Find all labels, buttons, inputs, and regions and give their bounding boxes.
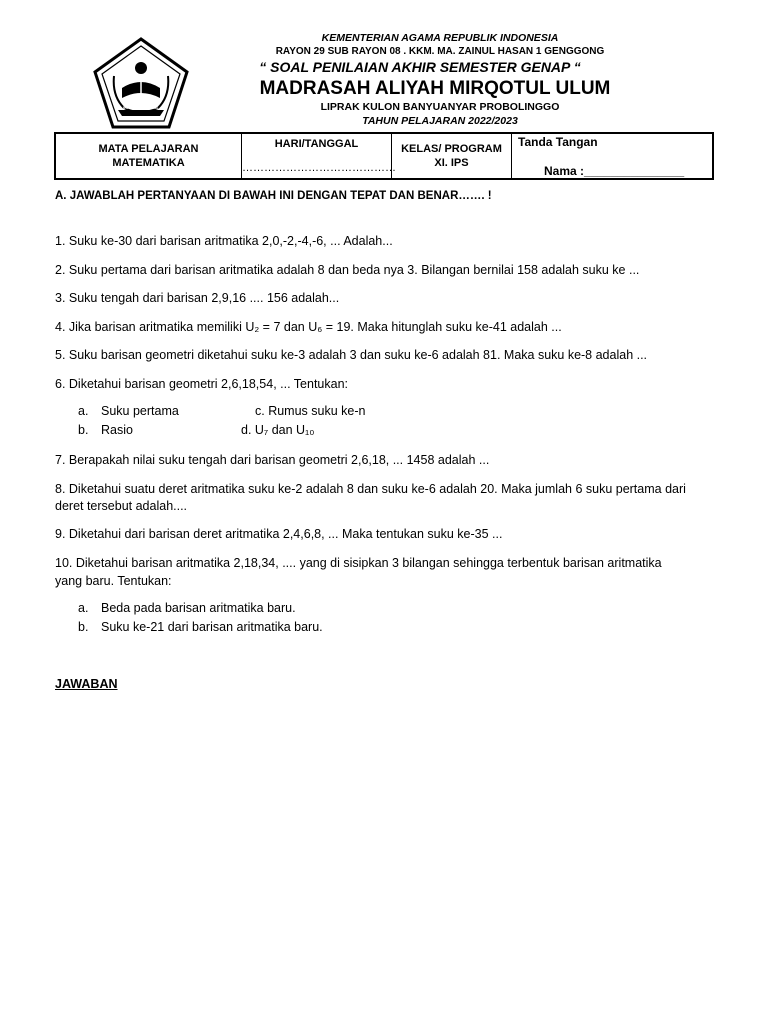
- class-value: XI. IPS: [434, 157, 469, 169]
- date-value: ……………………………………: [242, 162, 396, 174]
- subject-value: MATEMATIKA: [112, 157, 185, 169]
- q10-option-a: Beda pada barisan aritmatika baru.: [101, 601, 296, 615]
- school-logo: [92, 36, 190, 130]
- section-instruction: A. JAWABLAH PERTANYAAN DI BAWAH INI DENGAN TEPAT DAN BENAR……. !: [55, 190, 492, 202]
- academic-year: TAHUN PELAJARAN 2022/2023: [362, 115, 518, 127]
- ministry-title: KEMENTERIAN AGAMA REPUBLIK INDONESIA: [321, 32, 559, 44]
- question-10-line-1: 10. Diketahui barisan aritmatika 2,18,34, .... yang di sisipkan 3 bilangan sehingga terbentuk barisan aritmatika: [55, 556, 662, 570]
- question-8-line-1: 8. Diketahui suatu deret aritmatika suku ke-2 adalah 8 dan suku ke-6 adalah 20. Maka jumlah 6 suku pertama dari: [55, 482, 686, 496]
- q6-option-d: d. U₇ dan U₁₀: [241, 423, 315, 437]
- question-5: 5. Suku barisan geometri diketahui suku ke-3 adalah 3 dan suku ke-6 adalah 81. Maka suku ke-8 adalah ...: [55, 348, 648, 362]
- class-cell: [392, 134, 512, 178]
- class-label: KELAS/ PROGRAM: [401, 143, 502, 155]
- school-name: MADRASAH ALIYAH MIRQOTUL ULUM: [259, 78, 611, 99]
- school-address: LIPRAK KULON BANYUANYAR PROBOLINGGO: [320, 101, 560, 113]
- question-8-line-2: deret tersebut adalah....: [55, 499, 188, 513]
- exam-info-table: [54, 132, 714, 180]
- subject-label: MATA PELAJARAN: [98, 143, 199, 155]
- question-3: 3. Suku tengah dari barisan 2,9,16 .... 156 adalah...: [55, 291, 340, 305]
- logo-text: IKHLAS BERAMAL: [123, 105, 159, 110]
- question-10-line-2: yang baru. Tentukan:: [55, 574, 172, 588]
- question-1: 1. Suku ke-30 dari barisan aritmatika 2,0,-2,-4,-6, ... Adalah...: [55, 234, 393, 248]
- signature-cell: [512, 134, 712, 178]
- question-7: 7. Berapakah nilai suku tengah dari barisan geometri 2,6,18, ... 1458 adalah ...: [55, 453, 490, 467]
- date-cell: [242, 134, 396, 178]
- question-6: 6. Diketahui barisan geometri 2,6,18,54, ... Tentukan:: [55, 377, 349, 391]
- exam-title: “ SOAL PENILAIAN AKHIR SEMESTER GENAP “: [259, 59, 581, 75]
- question-9: 9. Diketahui dari barisan deret aritmatika 2,4,6,8, ... Maka tentukan suku ke-35 ...: [55, 527, 503, 541]
- q10-option-b: Suku ke-21 dari barisan aritmatika baru.: [101, 620, 323, 634]
- q6-option-a-marker: a.: [78, 404, 89, 418]
- name-field: Nama :_______________: [544, 164, 685, 178]
- q6-option-a: Suku pertama: [101, 404, 179, 418]
- answer-heading: JAWABAN: [55, 677, 118, 691]
- q6-option-b: Rasio: [101, 423, 133, 437]
- question-2: 2. Suku pertama dari barisan aritmatika adalah 8 dan beda nya 3. Bilangan bernilai 158 adalah suku ke ...: [55, 263, 640, 277]
- rayon-line: RAYON 29 SUB RAYON 08 . KKM. MA. ZAINUL HASAN 1 GENGGONG: [275, 46, 605, 57]
- q10-option-b-marker: b.: [78, 620, 89, 634]
- q6-option-b-marker: b.: [78, 423, 89, 437]
- q6-option-c: c. Rumus suku ke-n: [255, 404, 366, 418]
- subject-cell: [56, 134, 242, 178]
- question-4: 4. Jika barisan aritmatika memiliki U₂ = 7 dan U₆ = 19. Maka hitunglah suku ke-41 adalah ...: [55, 320, 562, 334]
- q10-option-a-marker: a.: [78, 601, 89, 615]
- signature-label: Tanda Tangan: [518, 135, 598, 149]
- date-label: HARI/TANGGAL: [274, 138, 359, 150]
